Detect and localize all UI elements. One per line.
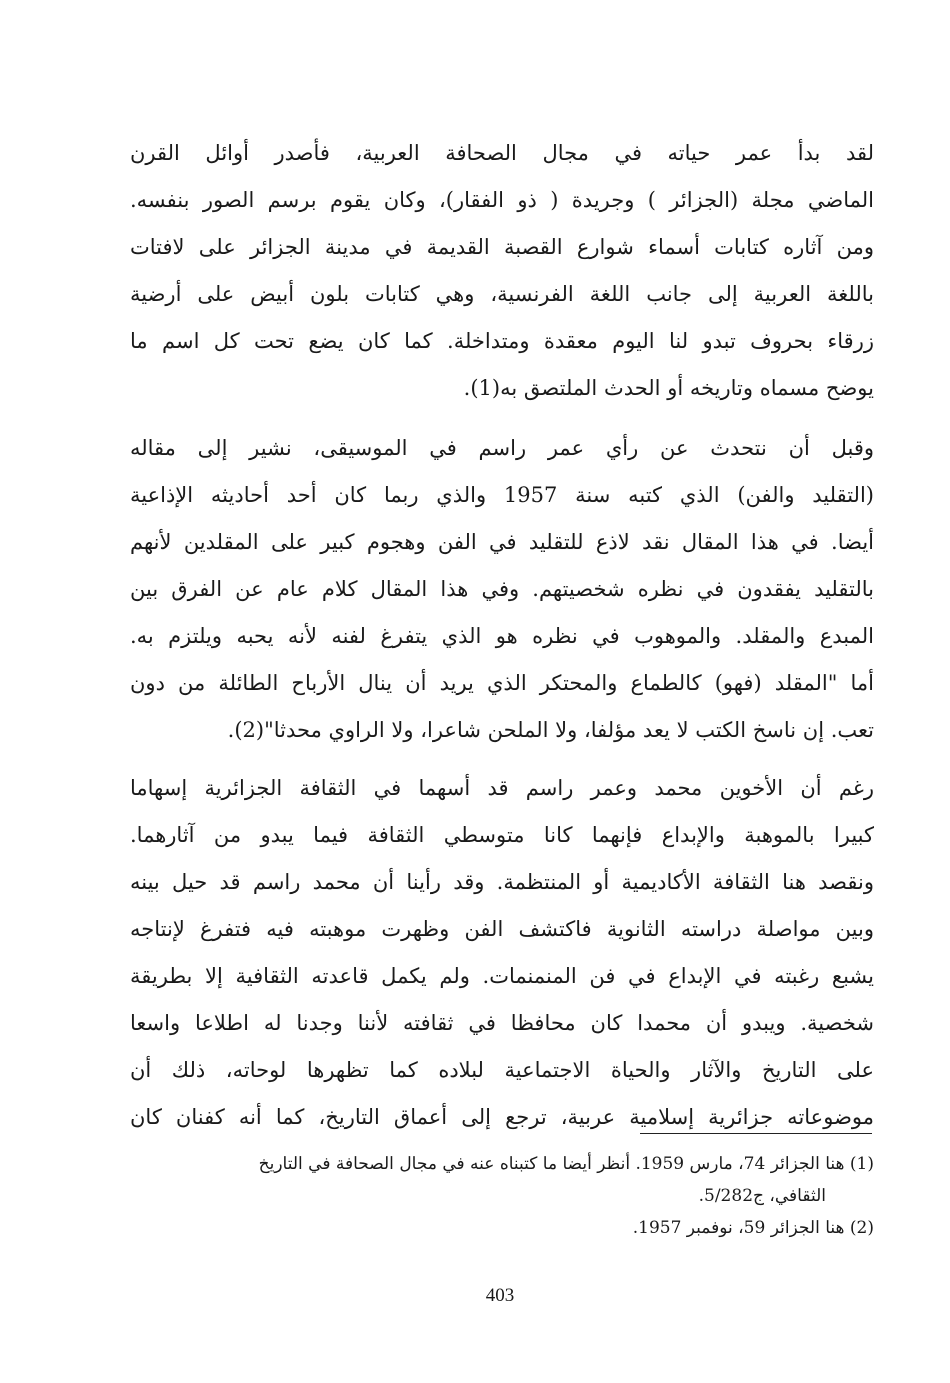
- paragraph-line: شخصية. ويبدو أن محمدا كان محافظا في ثقافته لأننا وجدنا له اطلاعا واسعا: [130, 1011, 874, 1035]
- paragraph-line: كبيرا بالموهبة والإبداع فإنهما كانا متوسطي الثقافة فيما يبدو من آثارهما.: [130, 823, 874, 847]
- footnote-separator: [640, 1133, 872, 1134]
- paragraph-line: المبدع والمقلد. والموهوب في نظره هو الذي يتفرغ لفنه لأنه يحبه ويلتزم به.: [130, 624, 874, 648]
- paragraph-line: على التاريخ والآثار والحياة الاجتماعية لبلاده كما تظهرها لوحاته، ذلك أن: [130, 1058, 874, 1082]
- paragraph-line: ونقصد هنا الثقافة الأكاديمية أو المنتظمة. وقد رأينا أن محمد راسم قد حيل بينه: [130, 870, 874, 894]
- footnote-line: (1) هنا الجزائر 74، مارس 1959. أنظر أيضا ما كتبناه عنه في مجال الصحافة في التاريخ: [258, 1154, 874, 1174]
- paragraph-line: أما "المقلد (فهو) كالطماع والمحتكر الذي يريد أن ينال الأرباح الطائلة من دون: [130, 671, 874, 695]
- paragraph-line: بالتقليد يفقدون في نظره شخصيتهم. وفي هذا المقال كلام عام عن الفرق بين: [130, 577, 874, 601]
- paragraph-line: تعب. إن ناسخ الكتب لا يعد مؤلفا، ولا الملحن شاعرا، ولا الراوي محدثا"(2).: [227, 718, 874, 742]
- paragraph-line: (التقليد والفن) الذي كتبه سنة 1957 والذي ربما كان أحد أحاديثه الإذاعية: [130, 483, 874, 507]
- footnotes: [130, 1148, 874, 1244]
- paragraph-line: يشبع رغبته في الإبداع في فن المنمنمات. ولم يكمل قاعدته الثقافية إلا بطريقة: [130, 964, 874, 988]
- paragraph-line: موضوعاته جزائرية إسلامية عربية، ترجع إلى أعماق التاريخ، كما أنه كفنان كان: [130, 1105, 874, 1129]
- footnote-2: [130, 1212, 874, 1244]
- paragraph-1: [130, 130, 874, 412]
- paragraph-line: زرقاء بحروف تبدو لنا اليوم معقدة ومتداخلة. كما كان يضع تحت كل اسم ما: [130, 329, 874, 353]
- paragraph-line: يوضح مسماه وتاريخه أو الحدث الملتصق به(1).: [463, 376, 874, 400]
- paragraph-2: [130, 425, 874, 754]
- paragraph-line: وبين مواصلة دراسته الثانوية فاكتشف الفن وظهرت موهبته فيه فتفرغ لإنتاجه: [130, 917, 874, 941]
- paragraph-line: لقد بدأ عمر حياته في مجال الصحافة العربية، فأصدر أوائل القرن: [130, 141, 874, 165]
- page-number: 403: [485, 1285, 515, 1306]
- paragraph-3: [130, 765, 874, 1141]
- paragraph-line: وقبل أن نتحدث عن رأي عمر راسم في الموسيقى، نشير إلى مقاله: [130, 436, 874, 460]
- footnote-line: الثقافي، ج5/282.: [698, 1186, 826, 1206]
- paragraph-line: رغم أن الأخوين محمد وعمر راسم قد أسهما في الثقافة الجزائرية إسهاما: [130, 776, 874, 800]
- paragraph-line: أيضا. في هذا المقال نقد لاذع للتقليد في الفن وهجوم كبير على المقلدين لأنهم: [130, 530, 874, 554]
- paragraph-line: ومن آثاره كتابات أسماء شوارع القصبة القديمة في مدينة الجزائر على لافتات: [130, 235, 874, 259]
- paragraph-line: باللغة العربية إلى جانب اللغة الفرنسية، وهي كتابات بلون أبيض على أرضية: [130, 282, 874, 306]
- footnote-1: [130, 1148, 874, 1212]
- paragraph-line: الماضي مجلة (الجزائر ) وجريدة ( ذو الفقار)، وكان يقوم برسم الصور بنفسه.: [130, 188, 874, 212]
- footnote-line: (2) هنا الجزائر 59، نوفمبر 1957.: [632, 1218, 874, 1238]
